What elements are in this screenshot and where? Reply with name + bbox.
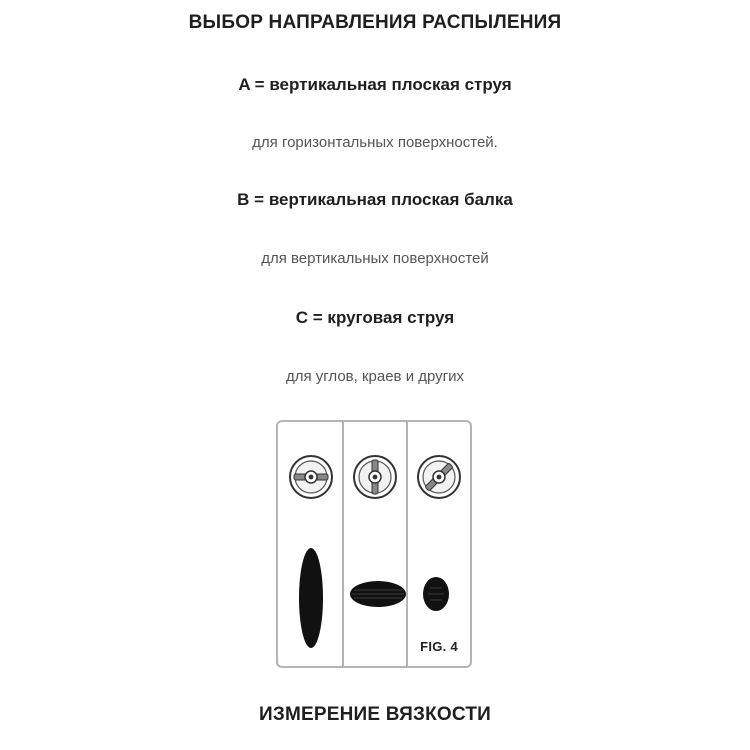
panel-divider xyxy=(342,422,344,666)
option-b-label: B = вертикальная плоская балка xyxy=(237,190,513,209)
round-spray xyxy=(420,574,452,614)
option-b-description: для вертикальных поверхностей xyxy=(261,250,489,267)
nozzle-dial-icon xyxy=(352,454,398,500)
vertical-flat-spray xyxy=(296,546,326,650)
panel-divider xyxy=(406,422,408,666)
spray-direction-figure xyxy=(276,420,472,668)
nozzle-dial-icon xyxy=(416,454,462,500)
option-c-description: для углов, краев и других xyxy=(285,368,465,385)
horizontal-flat-spray xyxy=(348,578,408,610)
next-section-heading: ИЗМЕРЕНИЕ ВЯЗКОСТИ xyxy=(258,704,492,725)
nozzle-dial-icon xyxy=(288,454,334,500)
option-a-description: для горизонтальных поверхностей. xyxy=(252,134,498,151)
option-c-label: C = круговая струя xyxy=(295,308,455,327)
page-title: ВЫБОР НАПРАВЛЕНИЯ РАСПЫЛЕНИЯ xyxy=(188,12,562,33)
option-a-label: A = вертикальная плоская струя xyxy=(238,75,512,94)
figure-label: FIG. 4 xyxy=(420,639,458,654)
